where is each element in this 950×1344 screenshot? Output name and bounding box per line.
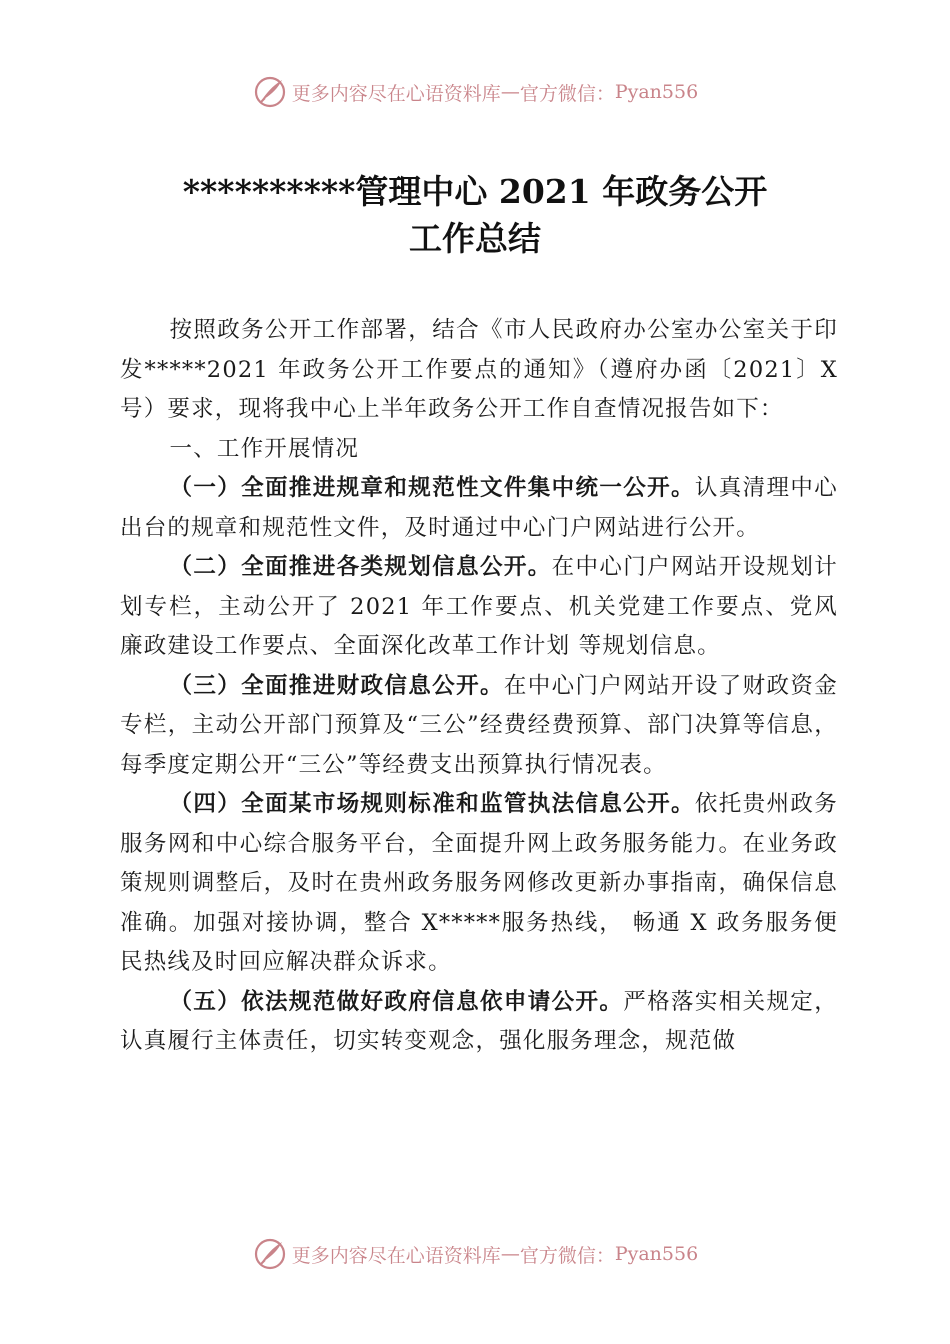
watermark-account: Pyan556 [614,1243,699,1265]
document-title-line2: 工作总结 [409,219,541,258]
document-body [120,311,838,1062]
item-text: 认真清理中心出台的规章和规范性文件，及时通过中心门户网站进行公开。 [120,475,838,541]
quill-pen-icon [252,74,288,110]
item-text: 严格落实相关规定，认真履行主体责任，切实转变观念，强化服务理念，规范做 [120,988,838,1054]
quill-pen-icon [252,1236,288,1272]
intro-paragraph: 按照政务公开工作部署，结合《市人民政府办公室办公室关于印发*****2021 年政务公开工作要点的通知》（遵府办函〔2021〕X 号）要求，现将我中心上半年政务公开工作自查情况报告如下： [120,317,838,422]
item-paragraph-2 [120,548,838,667]
watermark-text: 更多内容尽在心语资料库 [291,82,501,105]
watermark-dash: — [500,1243,520,1265]
item-text: 在中心门户网站开设了财政资金专栏，主动公开部门预算及“三公”经费经费预算、部门决算等信息，每季度定期公开“三公”等经费支出预算执行情况表。 [120,672,838,778]
item-lead: （一）全面推进规章和规范性文件集中统一公开。 [169,475,695,501]
watermark-header [0,74,950,110]
item-lead: （四）全面某市场规则标准和监管执法信息公开。 [169,791,695,817]
item-lead: （三）全面推进财政信息公开。 [169,672,504,699]
section-heading: 一、工作开展情况 [169,435,360,462]
item-paragraph-4 [120,785,838,983]
item-lead: （二）全面推进各类规划信息公开。 [169,554,552,580]
item-text: 在中心门户网站开设规划计划专栏，主动公开了 2021 年工作要点、机关党建工作要点、党风廉政建设工作要点、全面深化改革工作计划 等规划信息。 [120,554,839,659]
watermark-account: Pyan556 [614,81,699,103]
item-paragraph-3 [120,667,838,786]
watermark-wechat-label: 官方微信： [519,1244,615,1267]
item-paragraph-1 [120,469,838,548]
watermark-dash: — [500,81,520,103]
watermark-text: 更多内容尽在心语资料库 [291,1244,501,1267]
item-lead: （五）依法规范做好政府信息依申请公开。 [169,988,624,1015]
watermark-footer [0,1236,950,1272]
item-paragraph-5 [120,983,838,1062]
item-text: 依托贵州政务服务网和中心综合服务平台，全面提升网上政务服务能力。在业务政策规则调整后，及时在贵州政务服务网修改更新办事指南，确保信息准确。加强对接协调，整合 X*****服务热线， 畅通 X 政务服务便民热线及时回应解决群众诉求。 [120,791,838,975]
document-title-line1: **********管理中心 2021 年政务公开 [182,172,768,211]
watermark-wechat-label: 官方微信： [519,82,615,105]
